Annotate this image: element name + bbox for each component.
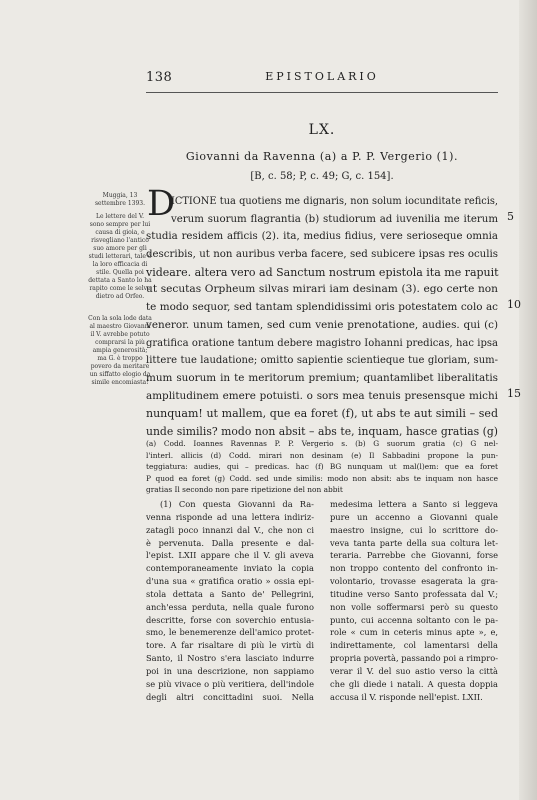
commentary-line: pure un accenno a Giovanni quale <box>330 511 498 522</box>
commentary-line: l'epist. LXII appare che il V. gli aveva <box>146 550 314 561</box>
body-line: te modo sequor, sed tantam splendidissimi oris potestatem colo ac <box>146 301 498 314</box>
commentary-line: che gli diede i natali. A questa doppia <box>330 678 498 689</box>
line-number-5: 5 <box>507 210 514 223</box>
commentary-line: maestro insigne, cui lo scrittore do- <box>330 524 498 535</box>
commentary-line: punto, cui accenna soltanto con le pa- <box>330 614 498 625</box>
manuscript-sources: [B, c. 58; P, c. 49; G, c. 154]. <box>250 171 394 182</box>
letter-body <box>146 184 499 441</box>
commentary-line: non volle soffermarsi però su questo <box>330 601 498 612</box>
body-line: gratifica oratione tantum debere magistro Iohanni predicas, hac ipsa <box>146 337 498 349</box>
body-line: littere tue laudatione; omitto sapientie scientieque tue gloriam, sum- <box>146 355 498 367</box>
body-line: veneror. unum tamen, sed cum venie prenotatione, audies. qui (c) <box>146 318 498 331</box>
body-line: studia residem afficis (2). ita, medius fidius, vere serioseque omnia <box>146 231 498 243</box>
commentary-right-column <box>330 498 498 704</box>
commentary-line: descritte, forse con soverchio entusia- <box>146 614 314 625</box>
body-line: ICTIONE tua quotiens me dignaris, non solum iocunditate reficis, <box>171 196 498 207</box>
apparatus-line: gratias Il secondo non pare ripetizione del non abbit <box>146 485 343 494</box>
margin-date: Muggia, 13 settembre 1393. <box>94 192 146 207</box>
body-line: describis, ut non auribus verba facere, sed subicere ipsas res oculis <box>146 249 498 261</box>
critical-apparatus <box>146 438 498 496</box>
commentary-line: medesima lettera a Santo si leggeva <box>330 499 498 509</box>
letter-number: LX. <box>308 122 336 138</box>
body-line: amplitudinem emere potuisti. o sors mea tenuis presensque michi <box>146 389 498 402</box>
commentary-line: zatagli poco innanzi dal V., che non ci <box>146 524 314 535</box>
commentary-line: volontario, trovasse esagerata la gra- <box>330 576 498 587</box>
body-line: mum suorum in te meritorum premium; quantamlibet liberalitatis <box>146 371 498 384</box>
margin-summary-2: Con la sola lode data al maestro Giovanni il V. avrebbe potuto comprarsi la più ampia generosità; ma G. è troppo povero da meritare un siffatto elogio da simile encomiasta! <box>88 315 152 386</box>
commentary-line: propria povertà, passando poi a rimpro- <box>330 653 498 664</box>
body-line: verum suorum flagrantia (b) studiorum ad iuvenilia me iterum <box>171 213 498 225</box>
commentary-line: Santo, il Nostro s'era lasciato indurre <box>146 653 314 664</box>
line-number-15: 15 <box>507 387 521 400</box>
commentary-line: degli altri concittadini suoi. Nella <box>146 691 314 702</box>
commentary-line: anch'essa perduta, nella quale furono <box>146 601 314 612</box>
commentary-line: veva tanta parte della sua coltura let- <box>330 537 498 548</box>
header-rule <box>146 92 498 93</box>
margin-notes <box>88 192 152 401</box>
commentary-line: stola dettata a Santo de' Pellegrini, <box>146 588 314 599</box>
commentary-line: (1) Con questa Giovanni da Ra- <box>160 499 314 509</box>
apparatus-line: (a) Codd. Ioannes Ravennas P. P. Vergerio s. (b) G suorum gratia (c) G nel- <box>146 439 498 448</box>
commentary-line: accusa il V. risponde nell'epist. LXII. <box>330 691 483 702</box>
commentary-line: tore. A far risaltare di più le virtù di <box>146 640 314 651</box>
commentary-left-column <box>146 498 314 704</box>
apparatus-line: teggiatura: audies, qui – predicas. hac (f) BG nunquam ut mal(l)em: que ea foret <box>146 462 498 471</box>
page-binding-shadow <box>519 0 537 800</box>
commentary-line: venna risponde ad una lettera indiriz- <box>146 511 314 522</box>
line-number-10: 10 <box>507 298 521 311</box>
commentary-line: indirettamente, col lamentarsi della <box>330 640 498 651</box>
commentary-line: se più vivace o più veritiera, dell'indole <box>146 678 314 689</box>
commentary-line: poi in una descrizione, non sappiamo <box>146 665 314 676</box>
running-title: EPISTOLARIO <box>265 70 379 83</box>
commentary-line: contemporaneamente inviato la copia <box>146 563 314 574</box>
margin-summary-1: Le lettere del V. sono sempre per lui causa di gioia, e risvegliano l'antico suo amore per gli studi letterari, tale è la loro efficacia di stile. Quella poi dettata a Santo lo ha rapito come le selve dietro ad Orfeo. <box>88 213 152 300</box>
body-line: ut secutas Orpheum silvas mirari iam desinam (3). ego certe non <box>146 283 498 296</box>
body-line: videare. altera vero ad Sanctum nostrum epistola ita me rapuit <box>146 265 499 279</box>
commentary-line: non troppo contento del confronto in- <box>330 563 498 574</box>
letter-heading: Giovanni da Ravenna (a) a P. P. Vergerio (1). <box>185 150 459 163</box>
apparatus-line: l'interl. allicis (d) Codd. mirari non desinam (e) Il Sabbadini propone la pun- <box>146 450 498 460</box>
apparatus-line: P quod ea foret (g) Codd. sed unde similis: modo non absit: abs te inquam non hasce <box>146 473 498 483</box>
drop-cap: D <box>147 184 176 224</box>
page-number: 138 <box>146 70 173 85</box>
commentary-line: teraria. Parrebbe che Giovanni, forse <box>330 550 498 561</box>
commentary-line: è pervenuta. Dalla presente e dal- <box>146 537 314 548</box>
commentary-line: verar il V. del suo astio verso la città <box>330 665 498 676</box>
commentary-line: d'una sua « gratifica oratio » ossia epi- <box>146 576 314 587</box>
running-head <box>146 70 498 86</box>
commentary-line: smo, le benemerenze dell'amico protet- <box>146 627 314 638</box>
commentary-line: role « cum in ceteris minus apte », e, <box>330 627 498 638</box>
body-line: unde similis? modo non absit – abs te, inquam, hasce gratias (g) <box>146 424 498 438</box>
commentary-line: titudine verso Santo professata dal V.; <box>330 588 498 599</box>
body-line: nunquam! ut mallem, que ea foret (f), ut abs te aut simili – sed <box>146 407 498 421</box>
